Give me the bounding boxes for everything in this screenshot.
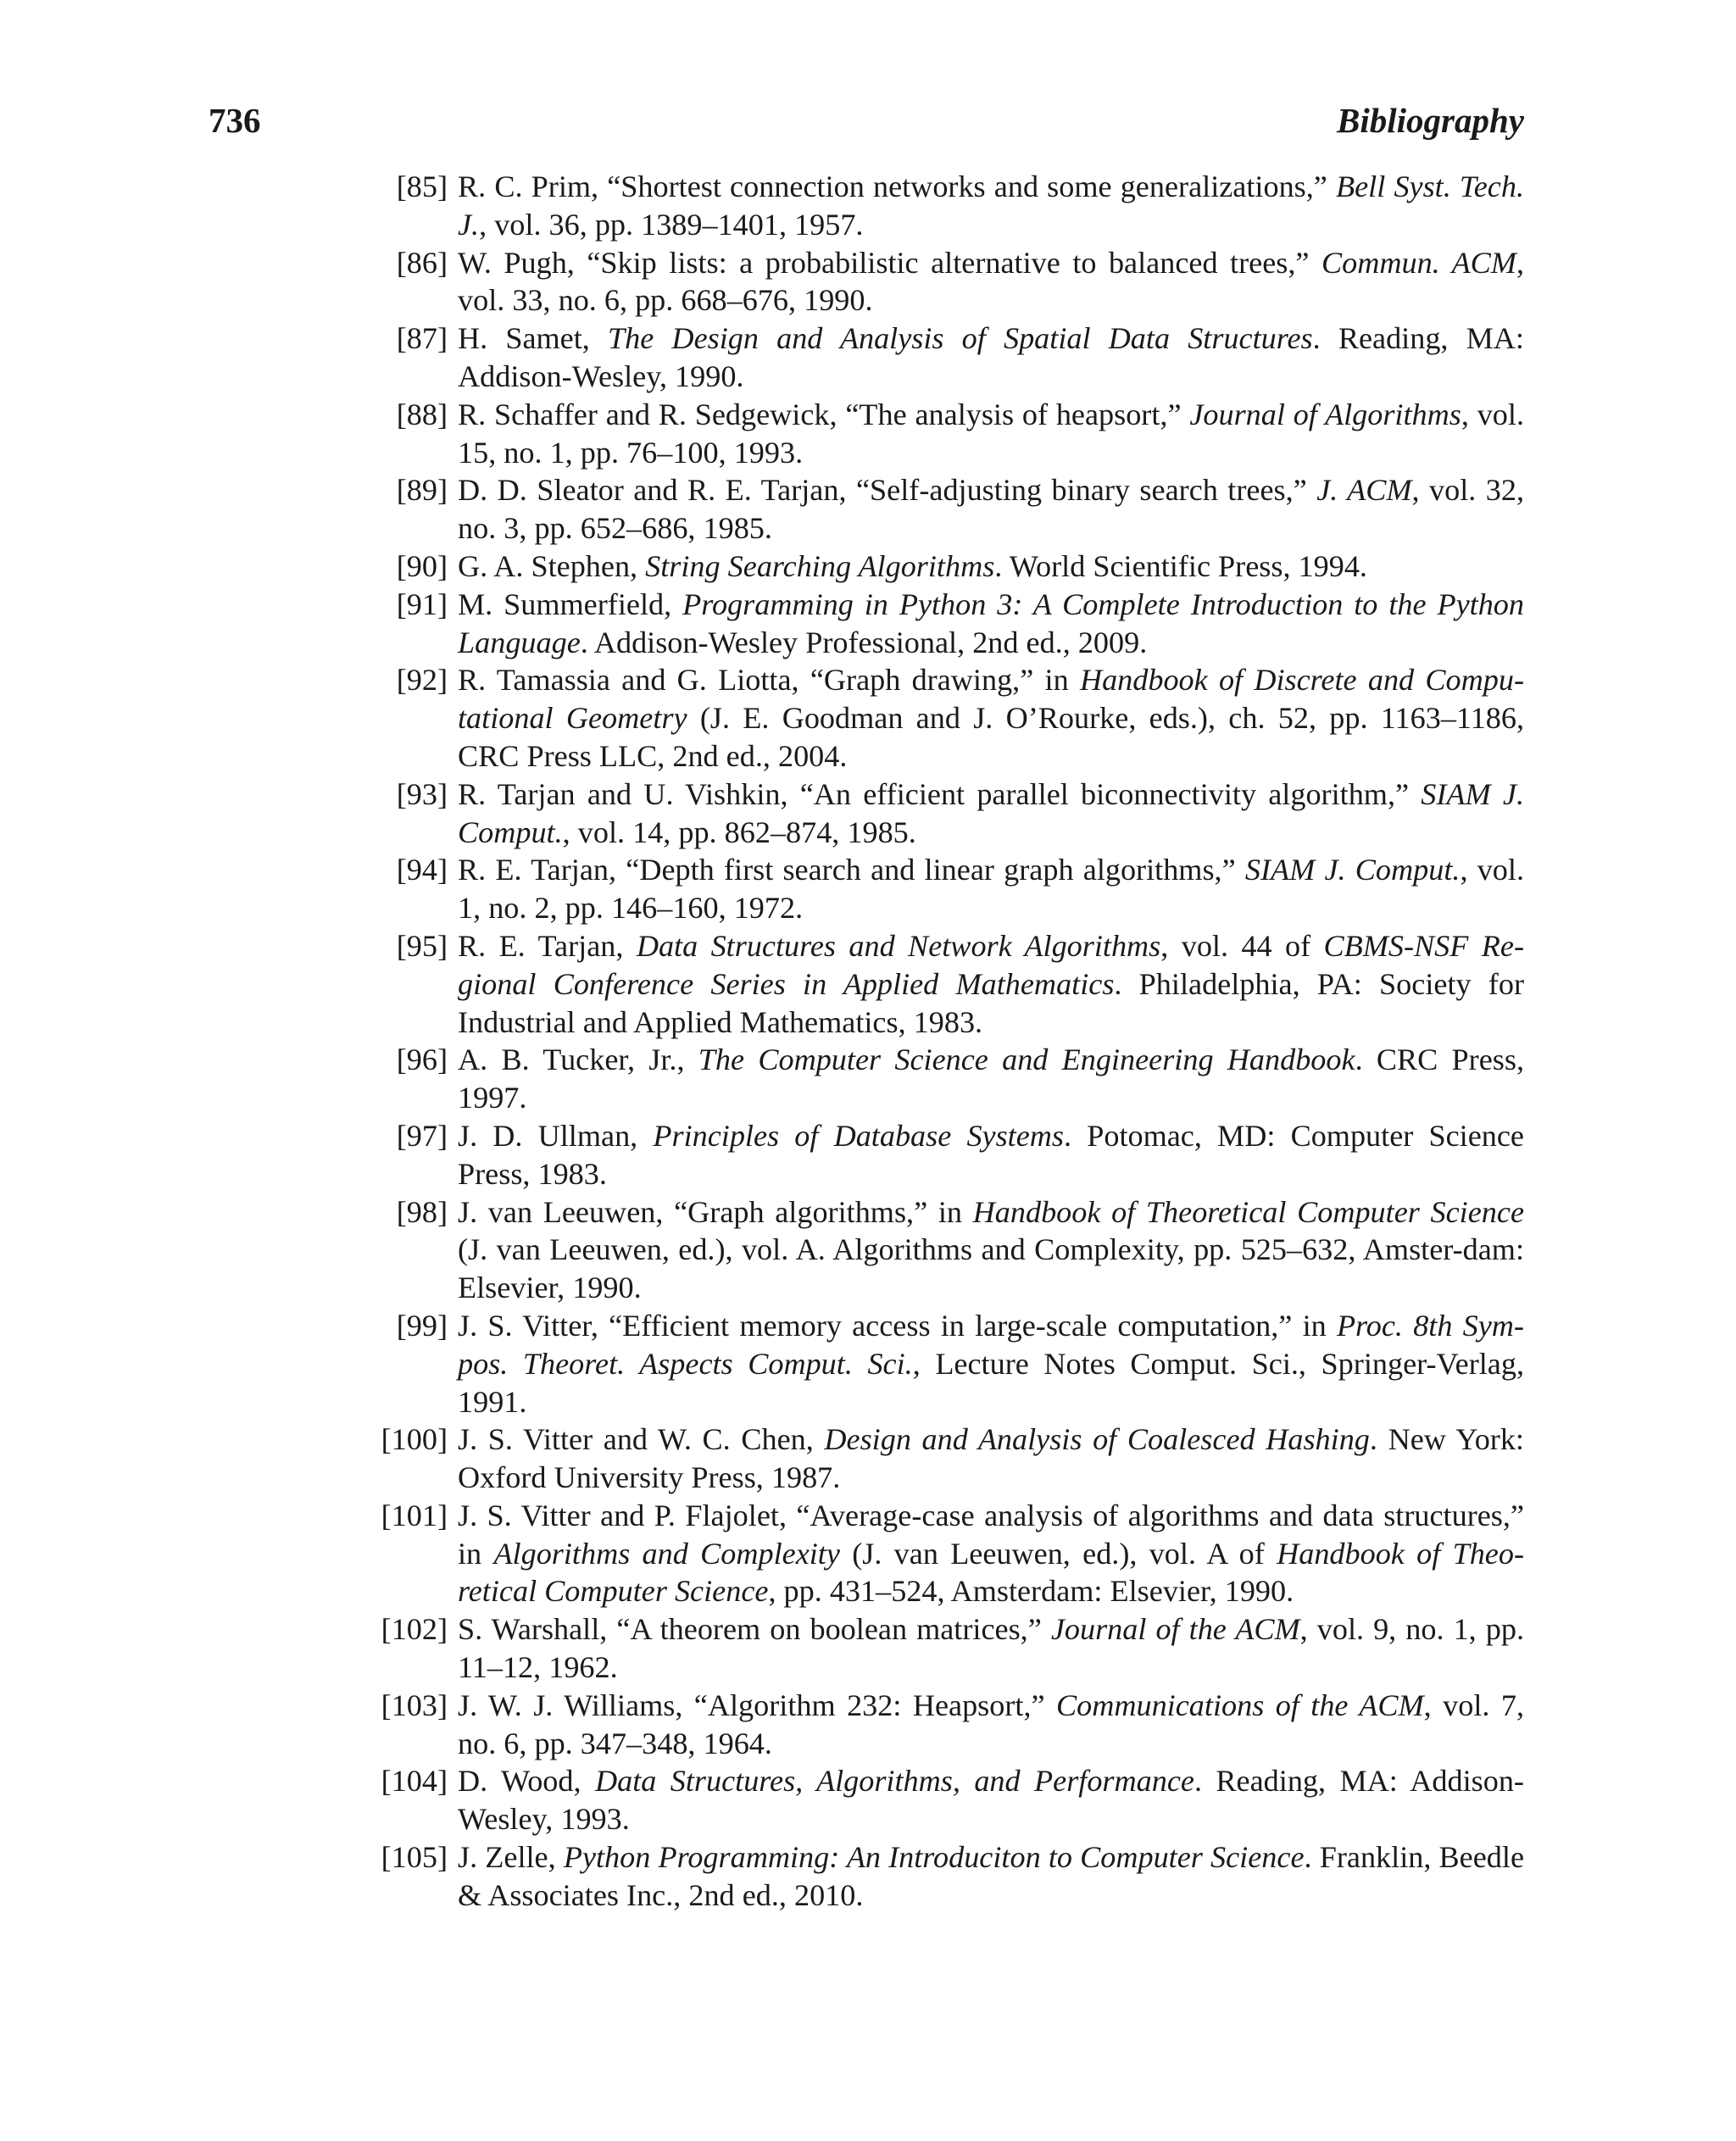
reference-label: [101] [381, 1498, 448, 1532]
reference-text-segment: R. C. Prim, “Shortest connection networks and some generalizations,” [458, 170, 1337, 203]
reference-title-italic: Journal of the ACM [1050, 1612, 1300, 1647]
reference-title-italic: Commun. ACM [1321, 245, 1516, 280]
reference-text-segment: A. B. Tucker, Jr., [458, 1043, 698, 1077]
reference-entry [364, 244, 1524, 320]
reference-entry [364, 1610, 1524, 1687]
reference-entry [364, 851, 1524, 927]
reference-text [458, 853, 1524, 925]
reference-text [458, 1688, 1524, 1760]
reference-entry [364, 1193, 1524, 1307]
reference-text [458, 1840, 1524, 1912]
reference-label: [102] [381, 1612, 448, 1647]
reference-text [458, 549, 1367, 583]
reference-entry [364, 1497, 1524, 1610]
reference-text [458, 1422, 1524, 1494]
reference-text-segment: W. Pugh, “Skip lists: a probabilistic alternative to balanced trees,” [458, 245, 1321, 280]
reference-entry [364, 1307, 1524, 1421]
reference-text-segment: . CRC Press, 1997. [458, 1043, 1524, 1115]
reference-text-segment: D. Wood, [458, 1764, 595, 1799]
reference-entry [364, 396, 1524, 472]
reference-title-italic: SIAM J. Comput. [1244, 853, 1461, 887]
reference-text-segment: . Reading, MA: Addison-Wesley, 1990. [458, 321, 1524, 393]
reference-entry [364, 320, 1524, 396]
reference-label: [100] [381, 1422, 448, 1457]
reference-text-segment: (J. van Leeuwen, ed.), vol. A. Algorithms and Complexity, pp. 525–632, Amster-dam: Elsevier, 1990. [458, 1232, 1524, 1305]
reference-title-italic: Bell Syst. Tech. J. [458, 170, 1524, 242]
reference-text [458, 663, 1524, 773]
reference-label: [93] [396, 776, 448, 811]
reference-text-segment: . Reading, MA: Addison-Wesley, 1993. [458, 1764, 1524, 1837]
reference-text [458, 1499, 1524, 1609]
reference-text-segment: , pp. 431–524, Amsterdam: Elsevier, 1990. [768, 1574, 1294, 1609]
reference-title-italic: Programming in Python 3: A Complete Introduction to the Python Language [458, 587, 1524, 659]
reference-text [458, 321, 1524, 393]
reference-text-segment: S. Warshall, “A theorem on boolean matrices,” [458, 1612, 1051, 1647]
reference-text-segment: D. D. Sleator and R. E. Tarjan, “Self-adjusting binary search trees,” [458, 473, 1317, 508]
reference-entry [364, 776, 1524, 852]
reference-label: [89] [396, 473, 448, 508]
reference-text-segment: , vol. 32, no. 3, pp. 652–686, 1985. [458, 473, 1525, 546]
reference-title-italic: Journal of Algorithms [1189, 397, 1461, 431]
reference-text [458, 1612, 1524, 1684]
reference-text [458, 473, 1524, 545]
reference-label: [105] [381, 1840, 448, 1875]
reference-label: [86] [396, 245, 448, 280]
reference-entry [364, 1117, 1524, 1193]
reference-label: [85] [396, 170, 448, 203]
reference-title-italic: Principles of Database Systems [653, 1118, 1065, 1153]
reference-text-segment: , vol. 7, no. 6, pp. 347–348, 1964. [458, 1688, 1524, 1760]
reference-label: [92] [396, 663, 448, 698]
reference-title-italic: Communications of the ACM [1056, 1688, 1424, 1722]
reference-title-italic: Algorithms and Complexity [493, 1536, 840, 1571]
reference-text-segment: G. A. Stephen, [458, 548, 646, 583]
reference-entry [364, 586, 1524, 662]
reference-text-segment: , vol. 44 of [1160, 928, 1324, 963]
reference-text-segment: R. Tarjan and U. Vishkin, “An efficient parallel biconnectivity algorithm,” [458, 776, 1422, 811]
reference-entry [364, 1838, 1524, 1915]
reference-text [458, 1309, 1524, 1419]
reference-text-segment: R. E. Tarjan, “Depth first search and linear graph algorithms,” [458, 853, 1245, 887]
reference-title-italic: J. ACM [1316, 473, 1412, 508]
reference-text-segment: , vol. 14, pp. 862–874, 1985. [562, 815, 916, 849]
reference-text-segment: J. S. Vitter and W. C. Chen, [458, 1422, 825, 1457]
reference-title-italic: SIAM J. Comput. [458, 776, 1524, 849]
reference-entry [364, 1762, 1524, 1838]
reference-text-segment: (J. van Leeuwen, ed.), vol. A of [839, 1536, 1277, 1571]
reference-title-italic: Handbook of Theoretical Computer Science [972, 1194, 1525, 1229]
reference-label: [94] [396, 853, 448, 887]
reference-entry [364, 471, 1524, 548]
reference-text-segment: . Addison-Wesley Professional, 2nd ed., 2009. [580, 625, 1148, 659]
reference-entry [364, 927, 1524, 1041]
reference-label: [95] [396, 928, 448, 963]
reference-text-segment: , vol. 36, pp. 1389–1401, 1957. [479, 207, 864, 242]
reference-title-italic: CBMS-NSF Re-gional Conference Series in Applied Mathematics [458, 928, 1524, 1001]
page-number: 736 [209, 101, 261, 140]
reference-list [364, 168, 1524, 1915]
reference-title-italic: Python Programming: An Introduciton to Computer Science [563, 1840, 1305, 1875]
reference-text-segment: . New York: Oxford University Press, 1987. [458, 1422, 1524, 1495]
reference-text [458, 170, 1524, 242]
reference-label: [99] [396, 1308, 448, 1343]
reference-entry [364, 168, 1524, 244]
reference-text-segment: J. W. J. Williams, “Algorithm 232: Heapsort,” [458, 1688, 1056, 1722]
reference-label: [97] [396, 1118, 448, 1153]
reference-text-segment: J. S. Vitter and P. Flajolet, “Average-case analysis of algorithms and data structures,” in [458, 1498, 1524, 1571]
reference-label: [104] [381, 1764, 448, 1799]
reference-text-segment: , vol. 1, no. 2, pp. 146–160, 1972. [458, 853, 1525, 926]
reference-title-italic: Design and Analysis of Coalesced Hashing [824, 1422, 1370, 1457]
reference-title-italic: Data Structures and Network Algorithms [636, 928, 1161, 963]
reference-label: [96] [396, 1043, 448, 1077]
reference-label: [90] [396, 548, 448, 583]
reference-text [458, 929, 1524, 1039]
reference-text-segment: . Potomac, MD: Computer Science Press, 1983. [458, 1118, 1524, 1191]
reference-text-segment: H. Samet, [458, 321, 608, 356]
reference-entry [364, 1421, 1524, 1497]
reference-text-segment: J. van Leeuwen, “Graph algorithms,” in [458, 1194, 973, 1229]
reference-label: [103] [381, 1688, 448, 1722]
reference-title-italic: Proc. 8th Sym-pos. Theoret. Aspects Comput. Sci. [458, 1308, 1524, 1381]
reference-text [458, 1119, 1524, 1191]
reference-text-segment: J. Zelle, [458, 1840, 564, 1875]
reference-text-segment: J. D. Ullman, [458, 1118, 654, 1153]
reference-text-segment: R. Tamassia and G. Liotta, “Graph drawing,” in [458, 663, 1080, 698]
reference-text-segment: , vol. 15, no. 1, pp. 76–100, 1993. [458, 397, 1524, 470]
reference-text [458, 587, 1524, 659]
running-head [209, 95, 1524, 146]
reference-text-segment: . Franklin, Beedle & Associates Inc., 2nd ed., 2010. [458, 1840, 1525, 1912]
reference-text-segment: M. Summerfield, [458, 587, 683, 621]
reference-text-segment: . Philadelphia, PA: Society for Industrial and Applied Mathematics, 1983. [458, 966, 1524, 1039]
reference-text [458, 1195, 1524, 1305]
reference-text [458, 777, 1524, 849]
reference-label: [87] [396, 321, 448, 356]
reference-label: [91] [396, 587, 448, 621]
reference-label: [88] [396, 397, 448, 431]
reference-title-italic: Data Structures, Algorithms, and Performance [594, 1764, 1194, 1799]
reference-text [458, 1043, 1524, 1115]
reference-text-segment: , vol. 33, no. 6, pp. 668–676, 1990. [458, 245, 1524, 318]
reference-entry [364, 1687, 1524, 1763]
section-title: Bibliography [1337, 101, 1524, 140]
reference-text-segment: J. S. Vitter, “Efficient memory access in large-scale computation,” in [458, 1308, 1337, 1343]
reference-text-segment: R. Schaffer and R. Sedgewick, “The analysis of heapsort,” [458, 397, 1190, 431]
reference-text-segment: . World Scientific Press, 1994. [994, 548, 1367, 583]
reference-entry [364, 1041, 1524, 1117]
reference-title-italic: String Searching Algorithms [645, 548, 995, 583]
reference-text [458, 246, 1524, 318]
reference-text-segment: , Lecture Notes Comput. Sci., Springer-Verlag, 1991. [458, 1346, 1524, 1419]
reference-text [458, 398, 1524, 470]
reference-text [458, 1764, 1524, 1836]
reference-text-segment: (J. E. Goodman and J. O’Rourke, eds.), ch. 52, pp. 1163–1186, CRC Press LLC, 2nd ed., 2004. [458, 701, 1524, 773]
reference-label: [98] [396, 1194, 448, 1229]
reference-title-italic: The Computer Science and Engineering Handbook [698, 1043, 1355, 1077]
reference-entry [364, 548, 1524, 586]
reference-title-italic: The Design and Analysis of Spatial Data Structures [608, 321, 1313, 356]
reference-title-italic: Handbook of Theo-retical Computer Science [458, 1536, 1524, 1609]
reference-text-segment: , vol. 9, no. 1, pp. 11–12, 1962. [458, 1612, 1524, 1685]
reference-text-segment: R. E. Tarjan, [458, 928, 637, 963]
reference-title-italic: Handbook of Discrete and Compu-tational Geometry [458, 663, 1524, 736]
reference-entry [364, 661, 1524, 775]
